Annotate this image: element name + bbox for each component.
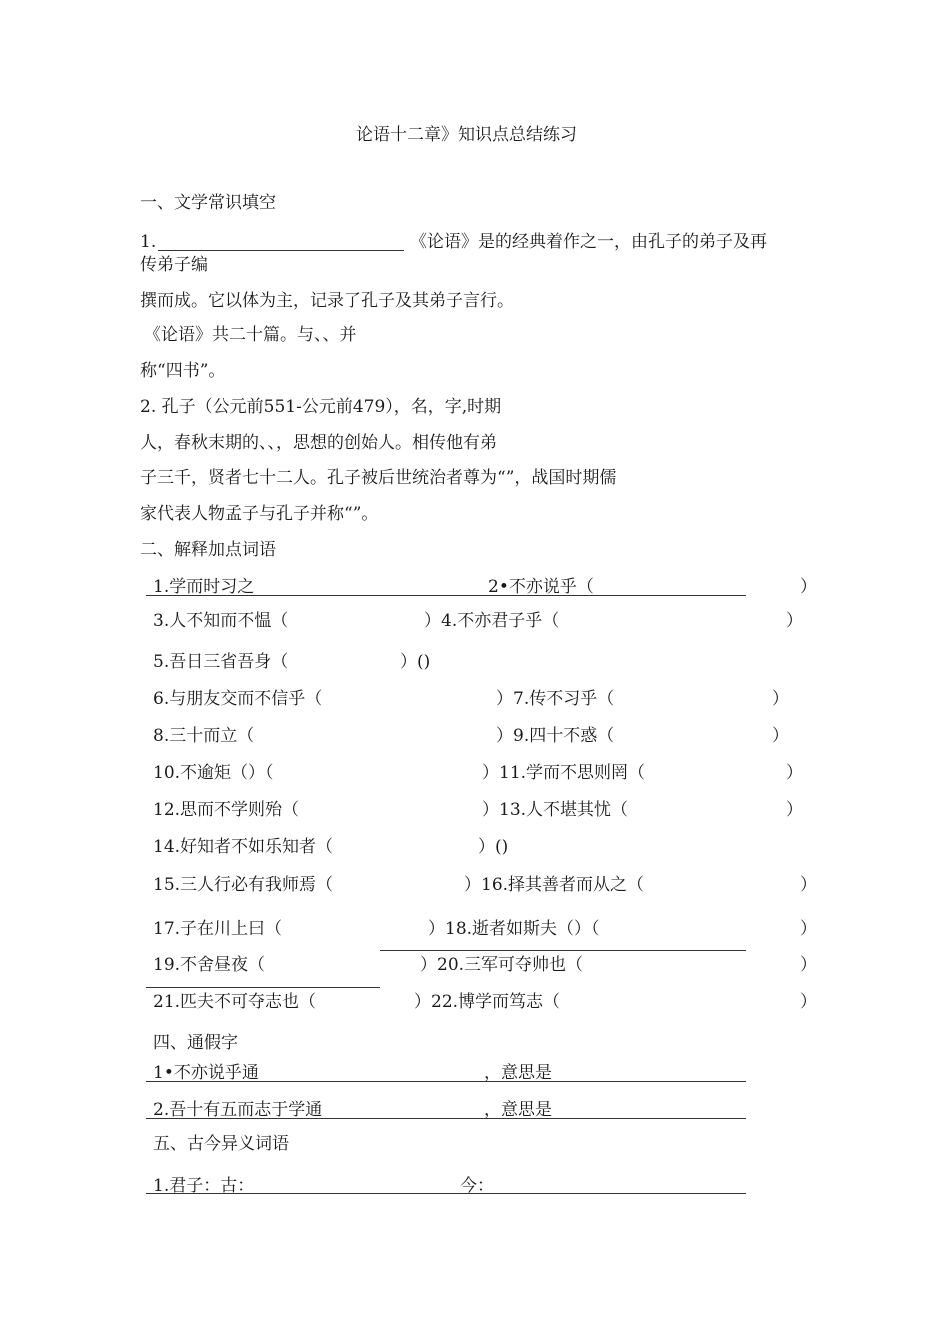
list-item: ） [800, 875, 817, 895]
answer-underline [146, 595, 746, 596]
list-item: ）11.学而不思则罔（ [482, 763, 646, 783]
list-item: 17.子在川上曰（ [153, 919, 283, 939]
list-item: ）22.博学而笃志（ [414, 992, 561, 1012]
list-item: 1.学而时习之 [153, 577, 255, 597]
list-item: ） [800, 577, 817, 597]
list-item: 1.君子：古： [153, 1176, 255, 1196]
blank-underline [158, 250, 404, 251]
list-item: ） [800, 992, 817, 1012]
section-heading-2: 二、解释加点词语 [140, 540, 276, 560]
answer-underline [146, 1118, 746, 1119]
list-item: ） [800, 955, 817, 975]
list-item: ）7.传不习乎（ [496, 689, 615, 709]
fill-line-2: 撰而成。它以体为主，记录了孔子及其弟子言行。 [140, 291, 514, 311]
list-item: 今： [460, 1176, 494, 1196]
list-item: 3.人不知而不愠（ [153, 611, 289, 631]
answer-underline [146, 1081, 746, 1082]
list-item: ） [786, 763, 803, 783]
section-heading-4: 四、通假字 [153, 1033, 238, 1053]
fill-line-7: 子三千，贤者七十二人。孔子被后世统治者尊为“”，战国时期儒 [140, 468, 617, 488]
fill-line-6: 人，春秋末期的、、，思想的创始人。相传他有弟 [140, 433, 497, 453]
list-item: 14.好知者不如乐知者（ [153, 837, 334, 857]
list-item: 21.匹夫不可夺志也（ [153, 992, 317, 1012]
list-item: 12.思而不学则殆（ [153, 800, 300, 820]
list-item: ）() [400, 652, 431, 672]
list-item: ，意思是 [484, 1100, 552, 1120]
list-item: 6.与朋友交而不信乎（ [153, 689, 323, 709]
list-item: ）16.择其善者而从之（ [464, 875, 645, 895]
list-item: 2.吾十有五而志于学通 [153, 1100, 323, 1120]
list-item: 2•不亦说乎（ [488, 577, 594, 597]
list-item: ）18.逝者如斯夫（）（ [428, 919, 600, 939]
list-item: 15.三人行必有我师焉（ [153, 875, 334, 895]
section-heading-5: 五、古今异义词语 [153, 1134, 289, 1154]
list-item: ）9.四十不惑（ [496, 726, 615, 746]
list-item: ）() [478, 837, 509, 857]
list-item: 8.三十而立（ [153, 726, 255, 746]
list-item: ）4.不亦君子乎（ [424, 611, 560, 631]
list-item: 19.不舍昼夜（ [153, 955, 266, 975]
list-item: 1•不亦说乎通 [153, 1063, 259, 1083]
section-heading-1: 一、文学常识填空 [140, 193, 276, 213]
answer-underline [146, 987, 380, 988]
answer-underline [146, 1193, 746, 1194]
fill-line-1-cont: 传弟子编 [140, 255, 208, 275]
fill-line-1-text: 《论语》是的经典着作之一，由孔子的弟子及再 [410, 232, 767, 252]
page-title: 论语十二章》知识点总结练习 [356, 125, 577, 145]
list-item: 5.吾日三省吾身（ [153, 652, 289, 672]
list-item: ） [800, 919, 817, 939]
fill-line-3: 《论语》共二十篇。与、、并 [144, 325, 357, 345]
list-item: ） [772, 726, 789, 746]
list-item: ）13.人不堪其忧（ [482, 800, 629, 820]
fill-line-5: 2. 孔子（公元前551-公元前479），名，字,时期 [140, 397, 502, 417]
list-item: ，意思是 [484, 1063, 552, 1083]
fill-line-4: 称“四书”。 [140, 361, 226, 381]
fill-line-8: 家代表人物孟子与孔子并称“”。 [140, 504, 379, 524]
list-item: ） [786, 611, 803, 631]
list-item: ）20.三军可夺帅也（ [420, 955, 584, 975]
list-item: ） [786, 800, 803, 820]
list-item: 10.不逾矩（）（ [153, 763, 274, 783]
list-item: ） [772, 689, 789, 709]
fill-line-1-number: 1. [140, 232, 157, 252]
answer-underline [380, 950, 746, 951]
